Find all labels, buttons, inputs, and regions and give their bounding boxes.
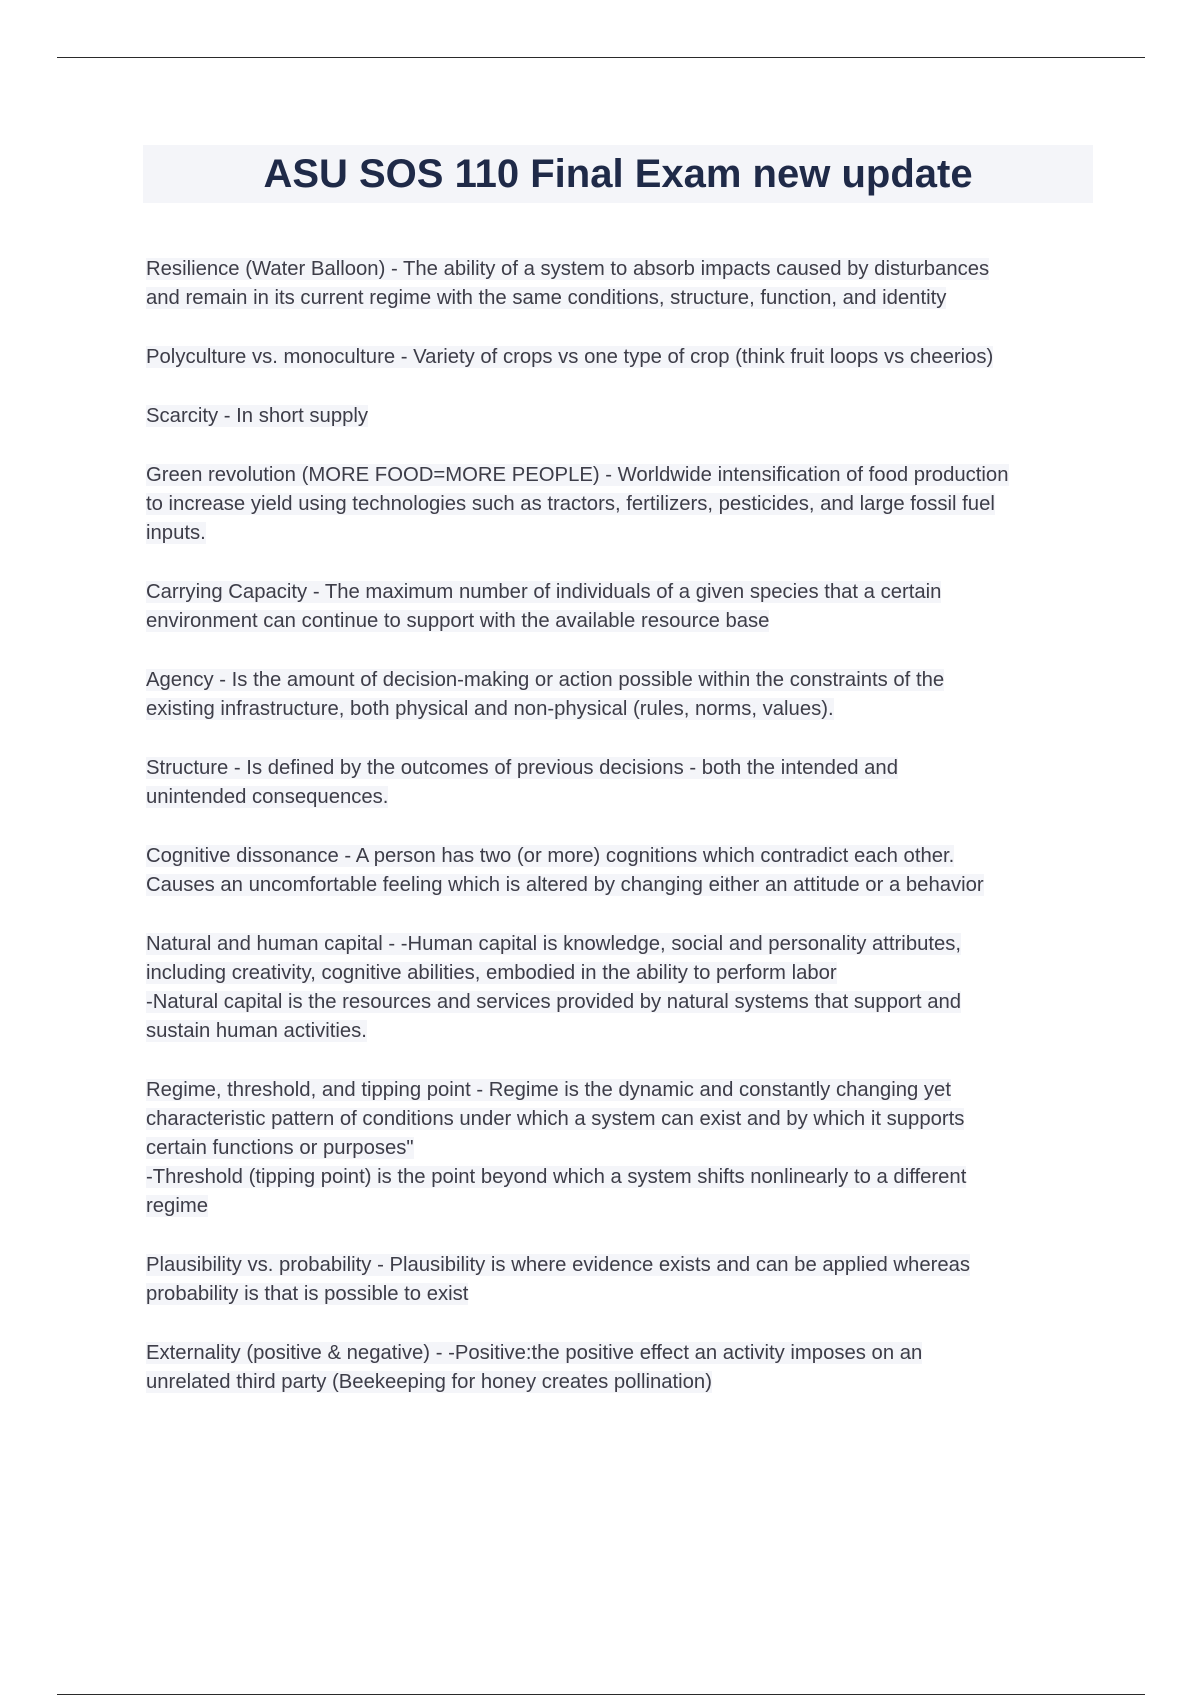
term-entry-text: probability is that is possible to exist xyxy=(146,1283,469,1305)
term-entry-text: Polyculture vs. monoculture - Variety of crops vs one type of crop (think fruit loops vs cheerios) xyxy=(146,346,994,368)
term-entry-line xyxy=(146,959,1091,988)
term-entry-text: Plausibility vs. probability - Plausibility is where evidence exists and can be applied whereas xyxy=(146,1254,971,1276)
top-divider xyxy=(57,57,1145,58)
term-entry-text: certain functions or purposes" xyxy=(146,1137,414,1159)
term-entry-text: Resilience (Water Balloon) - The ability of a system to absorb impacts caused by disturbances xyxy=(146,258,990,280)
term-entry-text: sustain human activities. xyxy=(146,1020,367,1042)
term-entry-text: -Threshold (tipping point) is the point beyond which a system shifts nonlinearly to a different xyxy=(146,1166,967,1188)
term-entry-line xyxy=(146,490,1091,519)
term-entry-text: to increase yield using technologies such as tractors, fertilizers, pesticides, and large fossil fuel xyxy=(146,493,995,515)
title-band xyxy=(143,145,1093,203)
term-entry-text: Cognitive dissonance - A person has two (or more) cognitions which contradict each other. xyxy=(146,845,955,867)
term-entry-line xyxy=(146,783,1091,812)
term-entry xyxy=(146,754,1091,812)
term-entry-line xyxy=(146,1280,1091,1309)
term-entry-line xyxy=(146,1017,1091,1046)
term-entry-line xyxy=(146,988,1091,1017)
term-entry xyxy=(146,842,1091,900)
term-entry-line xyxy=(146,461,1091,490)
term-entry-line xyxy=(146,842,1091,871)
term-entry-text: including creativity, cognitive abilities, embodied in the ability to perform labor xyxy=(146,962,837,984)
term-entry-text: Scarcity - In short supply xyxy=(146,405,369,427)
term-entry-line xyxy=(146,666,1091,695)
term-entry-line xyxy=(146,754,1091,783)
term-entry-line xyxy=(146,1076,1091,1105)
term-entry-line xyxy=(146,695,1091,724)
term-entry-text: inputs. xyxy=(146,522,206,544)
term-entry-text: Carrying Capacity - The maximum number of individuals of a given species that a certain xyxy=(146,581,942,603)
term-entry-text: characteristic pattern of conditions under which a system can exist and by which it supports xyxy=(146,1108,965,1130)
term-entry-text: and remain in its current regime with the same conditions, structure, function, and identity xyxy=(146,287,947,309)
term-entry xyxy=(146,461,1091,548)
term-entry-text: existing infrastructure, both physical and non-physical (rules, norms, values). xyxy=(146,698,834,720)
term-entry-line xyxy=(146,519,1091,548)
term-entry-line xyxy=(146,402,1091,431)
term-entry-text: Agency - Is the amount of decision-making or action possible within the constraints of the xyxy=(146,669,945,691)
term-entry-line xyxy=(146,1105,1091,1134)
term-entry xyxy=(146,930,1091,1046)
term-entry xyxy=(146,1076,1091,1221)
term-entry-text: unrelated third party (Beekeeping for honey creates pollination) xyxy=(146,1371,712,1393)
term-entry-text: Causes an uncomfortable feeling which is altered by changing either an attitude or a behavior xyxy=(146,874,984,896)
term-entry-text: Natural and human capital - -Human capital is knowledge, social and personality attributes, xyxy=(146,933,962,955)
term-entry xyxy=(146,1339,1091,1397)
term-entry-line xyxy=(146,255,1091,284)
term-entry xyxy=(146,255,1091,313)
term-entry-line xyxy=(146,1368,1091,1397)
term-entry-line xyxy=(146,607,1091,636)
term-entry-line xyxy=(146,343,1091,372)
term-entry-text: Externality (positive & negative) - -Positive:the positive effect an activity imposes on an xyxy=(146,1342,923,1364)
term-entry-line xyxy=(146,1134,1091,1163)
term-entry-text: regime xyxy=(146,1195,208,1217)
bottom-divider xyxy=(57,1694,1145,1695)
term-list xyxy=(146,255,1091,1427)
term-entry xyxy=(146,1251,1091,1309)
term-entry-line xyxy=(146,284,1091,313)
term-entry-line xyxy=(146,578,1091,607)
term-entry-line xyxy=(146,1251,1091,1280)
term-entry-text: unintended consequences. xyxy=(146,786,389,808)
term-entry-line xyxy=(146,1192,1091,1221)
term-entry xyxy=(146,343,1091,372)
term-entry-text: Structure - Is defined by the outcomes of previous decisions - both the intended and xyxy=(146,757,898,779)
term-entry-line xyxy=(146,930,1091,959)
term-entry-line xyxy=(146,1339,1091,1368)
page-title: ASU SOS 110 Final Exam new update xyxy=(263,151,973,196)
term-entry xyxy=(146,666,1091,724)
term-entry-text: -Natural capital is the resources and services provided by natural systems that support and xyxy=(146,991,962,1013)
term-entry-text: environment can continue to support with the available resource base xyxy=(146,610,770,632)
term-entry xyxy=(146,578,1091,636)
term-entry-text: Regime, threshold, and tipping point - Regime is the dynamic and constantly changing yet xyxy=(146,1079,951,1101)
term-entry-text: Green revolution (MORE FOOD=MORE PEOPLE) - Worldwide intensification of food production xyxy=(146,464,1009,486)
term-entry-line xyxy=(146,1163,1091,1192)
term-entry-line xyxy=(146,871,1091,900)
term-entry xyxy=(146,402,1091,431)
